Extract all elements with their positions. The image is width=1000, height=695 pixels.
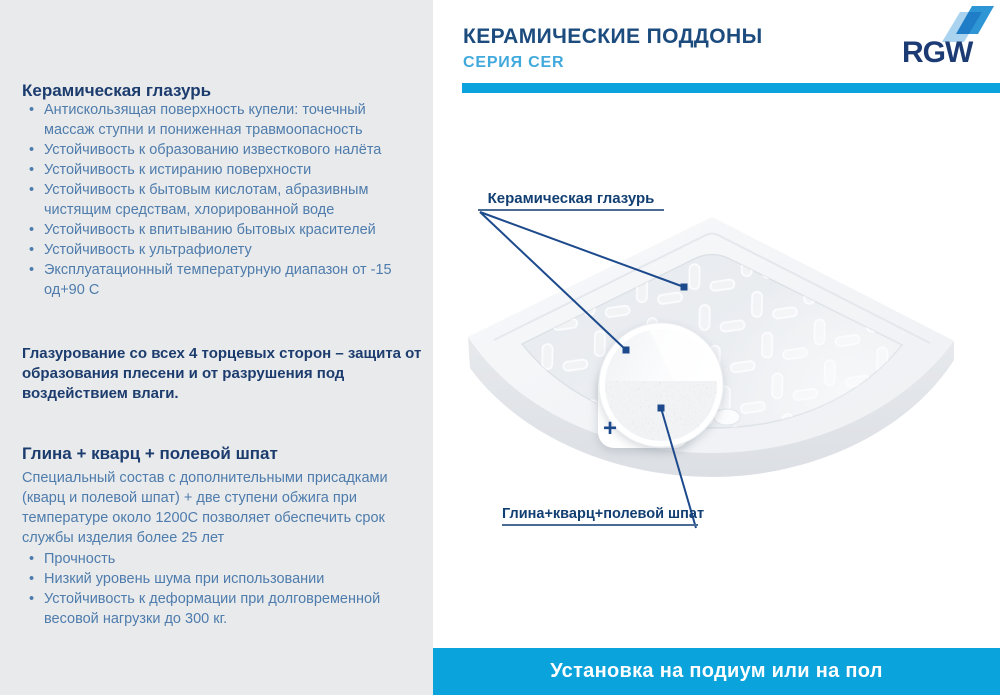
- callout-glaze-label: Керамическая глазурь: [478, 190, 664, 211]
- glaze-bullet-list: [22, 100, 412, 300]
- clay-paragraph: Специальный состав с дополнительными присадками (кварц и полевой шпат) + две ступени обжига при температуре около 1200С позволяет обеспечить срок службы изделия более 25 лет: [22, 470, 388, 546]
- page-title: КЕРАМИЧЕСКИЕ ПОДДОНЫ: [463, 25, 763, 48]
- glazing-note: Глазурование со всех 4 торцевых сторон – защита от образования плесени и от разрушения под воздействием влаги.: [22, 345, 422, 402]
- list-item: • Устойчивость к ультрафиолету: [22, 240, 412, 260]
- list-item: • Устойчивость к впитыванию бытовых красителей: [22, 220, 412, 240]
- shower-tray-illustration: [433, 93, 1000, 648]
- list-item: • Устойчивость к истиранию поверхности: [22, 160, 412, 180]
- left-panel: [0, 0, 433, 695]
- list-item: • Низкий уровень шума при использовании: [22, 569, 412, 589]
- list-item: • Антискользящая поверхность купели: точечный массаж ступни и пониженная травмоопасность: [22, 100, 412, 140]
- logo-text: RGW: [902, 36, 973, 68]
- callout-clay-label: Глина+кварц+полевой шпат: [502, 506, 698, 526]
- list-item: • Эксплуатационный температурную диапазон от -15 од+90 С: [22, 260, 412, 300]
- shower-tray-image: [468, 217, 978, 522]
- header-accent-bar: [462, 83, 1000, 93]
- clay-section-heading: Глина + кварц + полевой шпат: [22, 444, 278, 463]
- plus-sign: +: [602, 415, 617, 442]
- list-item: • Прочность: [22, 549, 412, 569]
- rgw-logo: [890, 2, 1000, 68]
- list-item: • Устойчивость к бытовым кислотам, абразивным чистящим средствам, хлорированной воде: [22, 180, 412, 220]
- footer-banner: [433, 648, 1000, 695]
- series-subtitle: СЕРИЯ CER: [463, 54, 565, 71]
- banner-text: Установка на подиум или на пол: [550, 660, 883, 682]
- list-item: • Устойчивость к деформации при долговременной весовой нагрузки до 300 кг.: [22, 589, 412, 629]
- clay-bullet-list: [22, 549, 412, 629]
- drain-cap: [714, 409, 740, 425]
- glaze-section-heading: Керамическая глазурь: [22, 81, 212, 100]
- list-item: • Устойчивость к образованию известкового налёта: [22, 140, 412, 160]
